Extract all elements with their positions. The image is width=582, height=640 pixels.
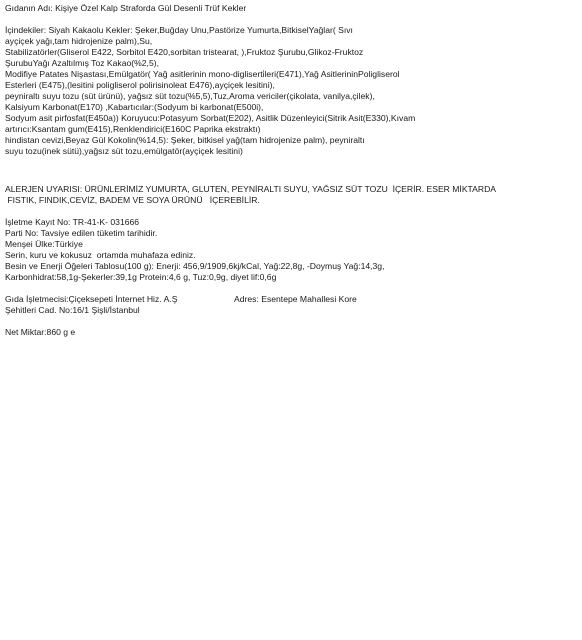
ingredients-line: Esterleri (E475),(lesitini poligliserol polirisinoleat E476),ayçiçek lesitini), bbox=[5, 80, 275, 90]
storage-instructions: Serin, kuru ve kokusuz ortamda muhafaza ediniz. bbox=[5, 250, 196, 260]
ingredients-line: ayçiçek yağı,tam hidrojenize palm),Su, bbox=[5, 36, 153, 46]
product-name-line: Gıdanın Adı: Kişiye Özel Kalp Straforda Gül Desenli Trüf Kekler bbox=[5, 3, 247, 13]
ingredients-line: Sodyum asit pirfosfat(E450a)) Koruyucu:Potasyum Sorbat(E202), Asitlik Düzenleyici(Sitrik Asit(E330),Kıvam bbox=[5, 113, 416, 123]
ingredients-line: ŞurubuYağı Azaltılmış Toz Kakao(%2,5), bbox=[5, 58, 159, 68]
ingredients-line: peyniraltı suyu tozu (süt ürünü), yağsız süt tozu(%5,5),Tuz,Aroma vericiler(çikolata, vanilya,çilek), bbox=[5, 91, 375, 101]
ingredients-line: artırıcı:Ksantam gum(E415),Renklendirici(E160C Paprika ekstraktı) bbox=[5, 124, 261, 134]
ingredients-line: Kalsiyum Karbonat(E170) ,Kabartıcılar:(Sodyum bi karbonat(E500i), bbox=[5, 102, 264, 112]
ingredients-line: Stabilizatörler(Gliserol E422, Sorbitol E420,sorbitan tristearat, ),Fruktoz Şurubu,Glikoz-Fruktoz bbox=[5, 47, 364, 57]
operator-address: Adres: Esentepe Mahallesi Kore bbox=[234, 294, 357, 304]
allergen-line: FISTIK, FINDIK,CEVİZ, BADEM VE SOYA ÜRÜNÜ İÇEREBİLİR. bbox=[5, 195, 260, 205]
ingredients-line: Modifiye Patates Nişastası,Emülgatör( Yağ asitlerinin mono-digliserti̇leri(E471),Yağ AsitlerininPoligliserol bbox=[5, 69, 400, 79]
operator-street: Şehitleri Cad. No:16/1 Şişli/İstanbul bbox=[5, 305, 140, 315]
ingredients-line: İçindekiler: Siyah Kakaolu Kekler: Şeker,Buğday Unu,Pastörize Yumurta,BitkiselYağlar( Sıvı bbox=[5, 25, 353, 35]
net-quantity: Net Miktar:860 g e bbox=[5, 327, 76, 337]
nutrition-line: Karbonhidrat:58,1g-Şekerler:39,1g Protein:4,6 g, Tuz:0,9g, diyet lif:0,6g bbox=[5, 272, 277, 282]
registration-number: İşletme Kayıt No: TR-41-K- 031666 bbox=[5, 217, 140, 227]
origin-country: Menşei Ülke:Türkiye bbox=[5, 239, 83, 249]
food-operator: Gıda İşletmecisi:Çiçeksepeti İnternet Hiz. A.Ş bbox=[5, 294, 178, 304]
nutrition-line: Besin ve Enerji Öğeleri Tablosu(100 g): Enerji: 456,9/1909,6kj/kCal, Yağ:22,8g, -Doymuş Yağ:14,3g, bbox=[5, 261, 385, 271]
allergen-line: ALERJEN UYARISI: ÜRÜNLERİMİZ YUMURTA, GLUTEN, PEYNİRALTI SUYU, YAĞSIZ SÜT TOZU İÇERİR. ESER MİKTARDA bbox=[5, 184, 497, 194]
ingredients-line: suyu tozu(inek sütü),yağsız süt tozu,emülgatör(ayçiçek lesitini) bbox=[5, 146, 243, 156]
batch-number: Parti No: Tavsiye edilen tüketim tarihidir. bbox=[5, 228, 158, 238]
ingredients-line: hindistan cevizi,Beyaz Gül Kokolin(%14,5): Şeker, bitkisel yağ(tam hidrojenize palm), peyniraltı bbox=[5, 135, 365, 145]
